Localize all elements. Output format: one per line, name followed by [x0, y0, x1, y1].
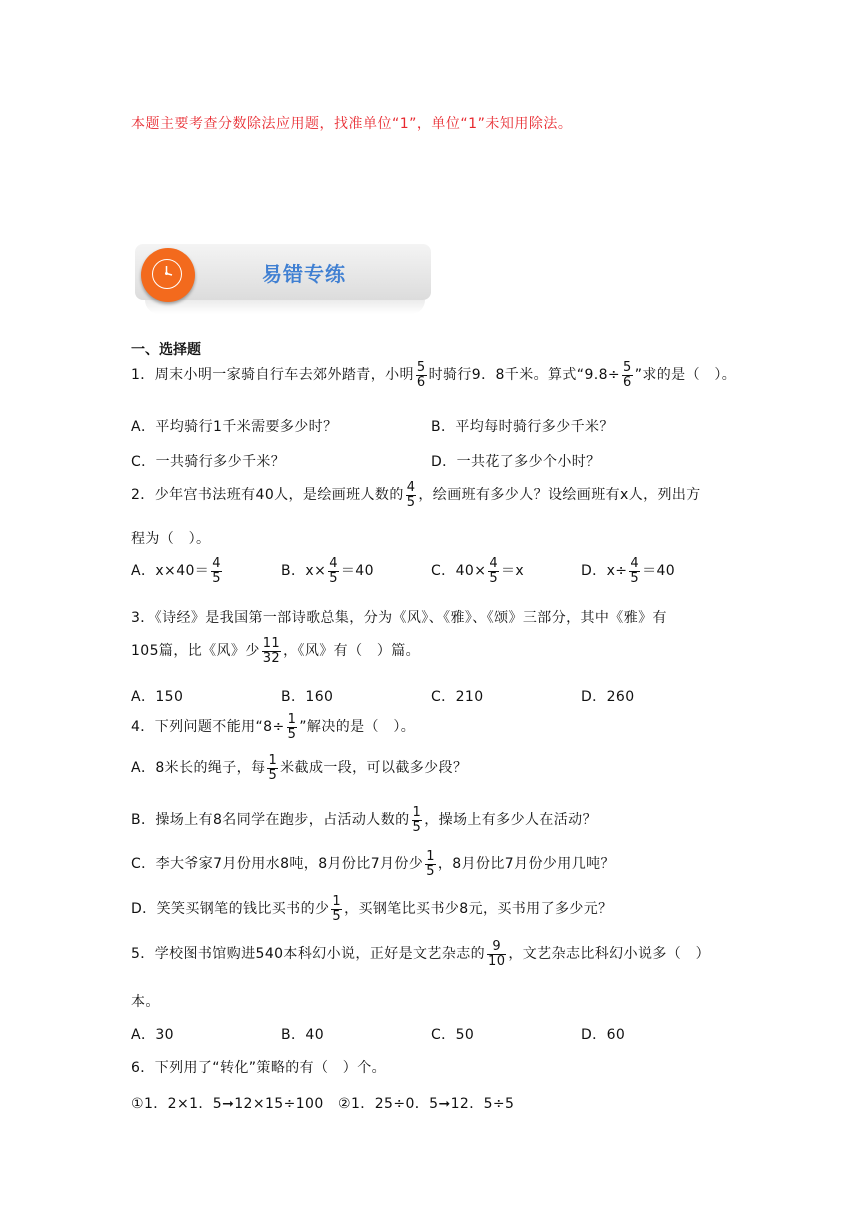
- q1-text-c: ”求的是（ ）。: [634, 367, 737, 384]
- q5-option-a[interactable]: A．30: [131, 1027, 174, 1043]
- q1-option-c[interactable]: C．一共骑行多少千米？: [131, 454, 286, 470]
- question-3: [131, 637, 420, 665]
- q5-text-c: 本。: [131, 994, 160, 1010]
- q4-text-a: 4．下列问题不能用“8÷: [131, 719, 285, 736]
- q3-fraction: $\frac{11}{32}$: [262, 636, 281, 666]
- q5-option-b[interactable]: B．40: [281, 1027, 325, 1043]
- q2-fraction: $\frac{4}{5}$: [406, 480, 416, 510]
- q4-option-a-fraction: $\frac{1}{5}$: [268, 753, 278, 783]
- banner-shadow: [145, 300, 425, 314]
- q5-fraction: $\frac{9}{10}$: [488, 939, 506, 969]
- q1-option-b[interactable]: B．平均每时骑行多少千米？: [431, 419, 614, 435]
- q2-text-c: 程为（ ）。: [131, 531, 211, 547]
- q1-text-b: 时骑行9．8千米。算式“9.8÷: [428, 367, 621, 384]
- q5-text-b: ，文艺杂志比科幻小说多（ ）: [508, 946, 710, 963]
- q4-option-b[interactable]: B．操场上有8名同学在跑步，占活动人数的 $\frac{1}{5}$ ，操场上有多少人在活动？: [131, 805, 597, 835]
- q2-option-d[interactable]: D．x÷ $\frac{4}{5}$ ＝40: [581, 556, 676, 586]
- q1-fraction-2: $\frac{5}{6}$: [623, 360, 632, 390]
- q3-option-b[interactable]: B．160: [281, 689, 334, 705]
- q6-text-a: 6．下列用了“转化”策略的有（ ）个。: [131, 1060, 387, 1076]
- q3-text-b: 105篇，比《风》少: [131, 643, 260, 660]
- q2-option-b[interactable]: B．x× $\frac{4}{5}$ ＝40: [281, 556, 374, 586]
- q2-option-c-fraction: $\frac{4}{5}$: [489, 556, 498, 586]
- analysis-note: 本题主要考查分数除法应用题，找准单位“1”，单位“1”未知用除法。: [131, 116, 573, 132]
- q2-option-d-fraction: $\frac{4}{5}$: [630, 556, 640, 586]
- question-2: [131, 481, 701, 509]
- q3-text-c: ，《风》有（ ）篇。: [283, 643, 421, 660]
- q6-text-b: ①1．2×1．5➞12×15÷100 ②1．25÷0．5➞12．5÷5: [131, 1096, 515, 1112]
- q5-text-a: 5．学校图书馆购进540本科幻小说，正好是文艺杂志的: [131, 946, 486, 963]
- section-title: 一、选择题: [131, 342, 201, 358]
- q2-text-a: 2．少年宫书法班有40人，是绘画班人数的: [131, 487, 404, 504]
- q3-option-d[interactable]: D．260: [581, 689, 635, 705]
- q4-fraction: $\frac{1}{5}$: [287, 712, 297, 742]
- q2-option-a[interactable]: A．x×40＝ $\frac{4}{5}$: [131, 556, 221, 586]
- q3-option-c[interactable]: C．210: [431, 689, 484, 705]
- q1-option-d[interactable]: D．一共花了多少个小时？: [431, 454, 601, 470]
- banner-title: 易错专练: [262, 262, 346, 286]
- q5-option-d[interactable]: D．60: [581, 1027, 626, 1043]
- q4-option-a[interactable]: A．8米长的绳子，每 $\frac{1}{5}$ 米截成一段，可以截多少段？: [131, 753, 468, 783]
- q2-option-b-fraction: $\frac{4}{5}$: [329, 556, 338, 586]
- q5-option-c[interactable]: C．50: [431, 1027, 475, 1043]
- q4-option-c[interactable]: C．李大爷家7月份用水8吨，8月份比7月份少 $\frac{1}{5}$ ，8月份比7月份少用几吨？: [131, 849, 615, 879]
- q4-option-d-fraction: $\frac{1}{5}$: [332, 894, 342, 924]
- q2-option-c[interactable]: C．40× $\frac{4}{5}$ ＝x: [431, 556, 525, 586]
- q3-text-a: 3．《诗经》是我国第一部诗歌总集，分为《风》、《雅》、《颂》三部分，其中《雅》有: [131, 610, 667, 626]
- q4-option-c-fraction: $\frac{1}{5}$: [426, 849, 435, 879]
- q1-fraction-1: $\frac{5}{6}$: [416, 360, 426, 390]
- stopwatch-icon: [141, 248, 195, 302]
- q2-option-a-fraction: $\frac{4}{5}$: [212, 556, 221, 586]
- q4-option-d[interactable]: D．笑笑买钢笔的钱比买书的少 $\frac{1}{5}$ ，买钢笔比买书少8元，买书用了多少元？: [131, 894, 613, 924]
- q4-text-b: ”解决的是（ ）。: [299, 719, 416, 736]
- question-1: [131, 361, 736, 389]
- q2-text-b: ，绘画班有多少人？设绘画班有x人，列出方: [418, 487, 701, 504]
- q3-option-a[interactable]: A．150: [131, 689, 184, 705]
- question-4: [131, 713, 415, 741]
- q1-option-a[interactable]: A．平均骑行1千米需要多少时？: [131, 419, 338, 435]
- question-5: [131, 940, 710, 968]
- q4-option-b-fraction: $\frac{1}{5}$: [412, 805, 422, 835]
- q1-text-a: 1．周末小明一家骑自行车去郊外踏青，小明: [131, 367, 414, 384]
